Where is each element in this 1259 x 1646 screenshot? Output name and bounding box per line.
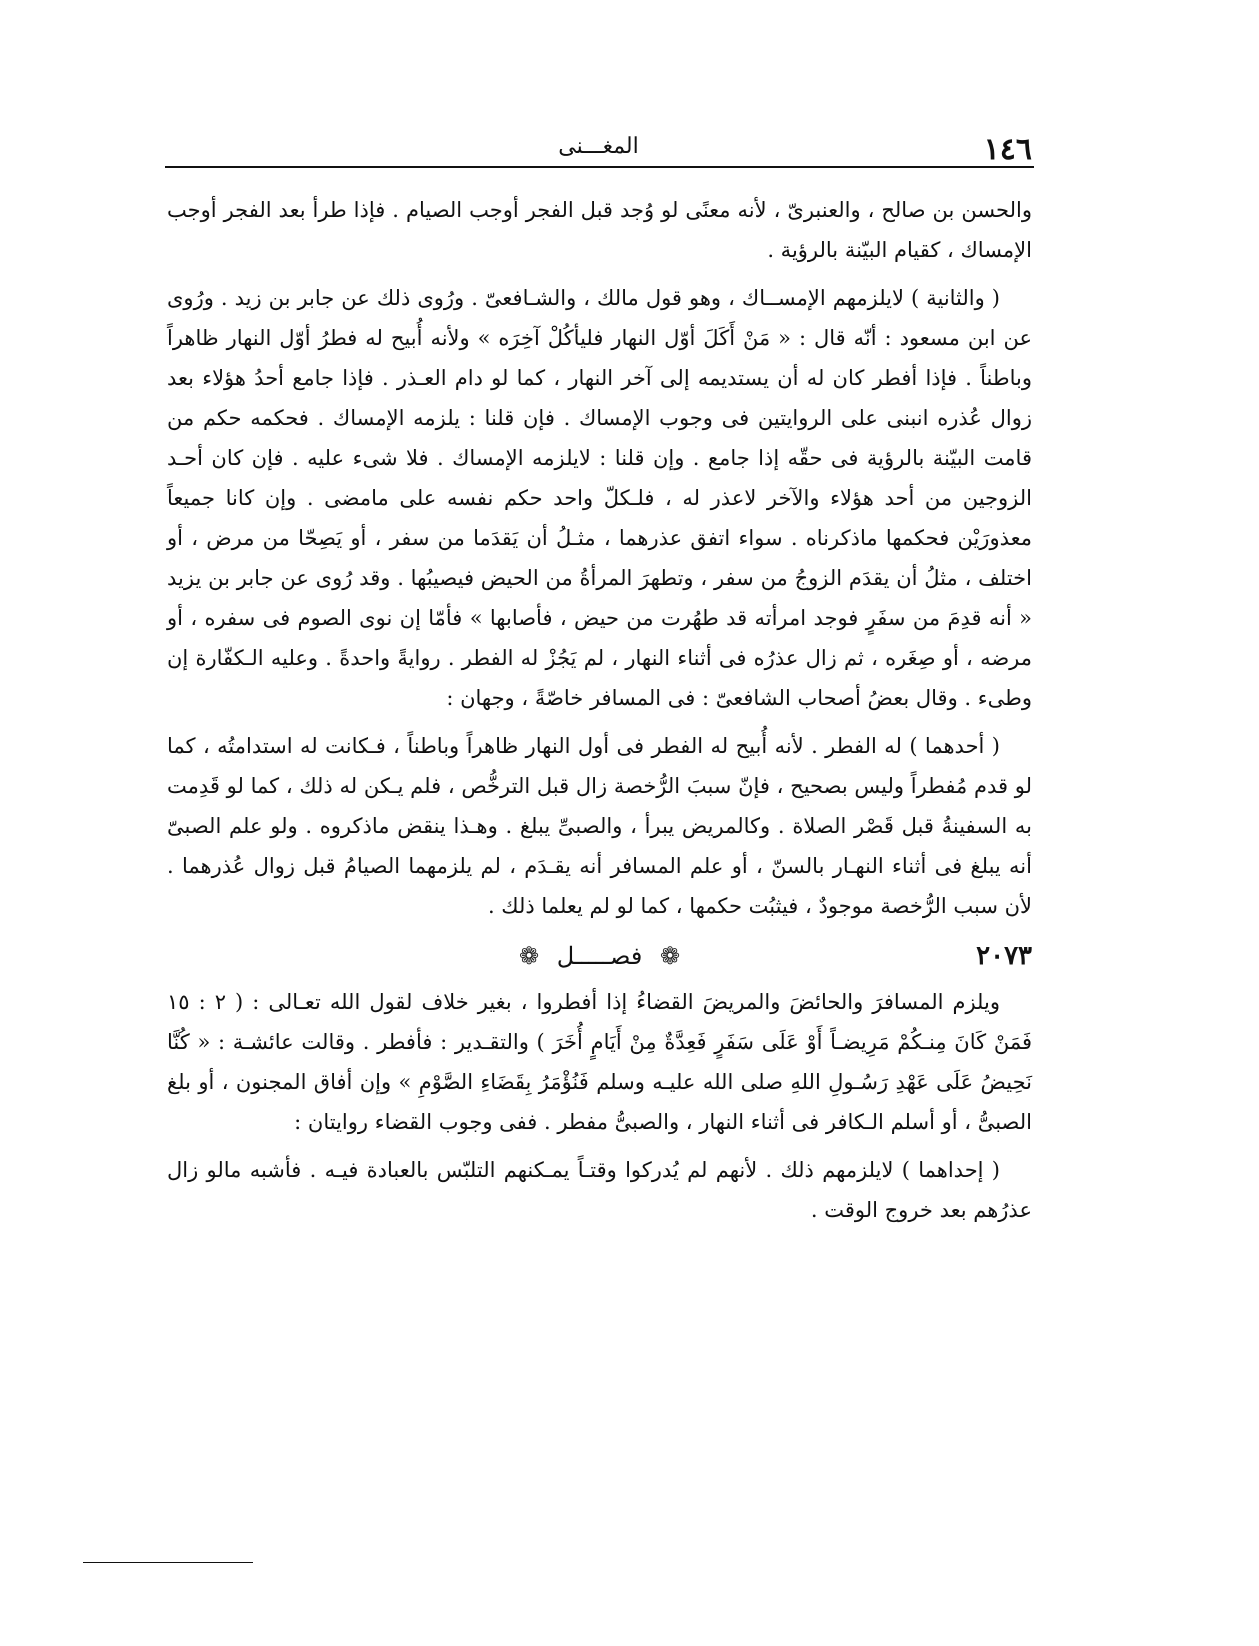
paragraph-4: ويلزم المسافرَ والحائضَ والمريضَ القضاءُ إذا أفطروا ، بغير خلاف لقول الله تعـالى : ( ٢ : ١٥ فَمَنْ كَانَ مِنـكُمْ مَرِيضـاً أَوْ عَلَى سَفَرٍ فَعِدَّةٌ مِنْ أَيَامٍ أُخَرَ ) والتقـدير : فأفطر . وقالت عائشـة : « كُنَّا نَحِيضُ عَلَى عَهْدِ رَسُـولِ اللهِ صلى الله عليـه وسلم فَنُؤْمَرُ بِقَضَاءِ الصَّوْمِ » وإن أفاق المجنون ، أو بلغ الصبىُّ ، أو أسلم الـكافر فى أثناء النهار ، والصبىُّ مفطر . ففى وجوب القضاء روايتان : — [167, 990, 1033, 1134]
paragraph-1: والحسن بن صالح ، والعنبرىّ ، لأنه معنًى لو وُجد قبل الفجر أوجب الصيام . فإذا طرأ بعد الفجر أوجب الإمساك ، كقيام البيّنة بالرؤية . — [167, 198, 1032, 262]
page-number: ١٤٦ — [983, 132, 1032, 167]
footnote-rule — [83, 1562, 253, 1563]
ornament-left-icon: ❁ — [518, 942, 540, 970]
page-body — [167, 190, 1032, 1238]
running-title: المغـــنى — [558, 134, 639, 159]
section-number: ٢٠٧٣ — [976, 941, 1032, 971]
section-heading — [167, 934, 1032, 978]
paragraph-3: ( أحدهما ) له الفطر . لأنه أُبيح له الفطر فى أول النهار ظاهراً وباطناً ، فـكانت له استدامتُه ، كما لو قدم مُفطراً وليس بصحيح ، فإنّ سببَ الرُّخصة زال قبل الترخُّص ، فلم يـكن له ذلك ، كما لو قَدِمت به السفينةُ قبل قَصْر الصلاة . وكالمريض يبرأ ، والصبىِّ يبلغ . وهـذا ينقض ماذكروه . ولو علم الصبىّ أنه يبلغ فى أثناء النهـار بالسنّ ، أو علم المسافر أنه يقـدَم ، لم يلزمهما الصيامُ قبل زوال عُذرهما . لأن سبب الرُّخصة موجودٌ ، فيثبُت حكمها ، كما لو لم يعلما ذلك . — [167, 734, 1032, 918]
section-title-wrap — [167, 936, 1032, 976]
paragraph-5: ( إحداهما ) لايلزمهم ذلك . لأنهم لم يُدركوا وقتـاً يمـكنهم التلبّس بالعبادة فيـه . فأشبه مالو زال عذرُهم بعد خروج الوقت . — [167, 1158, 1032, 1222]
ornament-right-icon: ❁ — [659, 942, 681, 970]
header-rule — [165, 166, 1034, 168]
paragraph-2: ( والثانية ) لايلزمهم الإمســاك ، وهو قول مالك ، والشـافعىّ . ورُوى ذلك عن جابر بن زيد . ورُوى عن ابن مسعود : أنّه قال : « مَنْ أَكَلَ أوّل النهار فليأكُلْ آخِرَه » ولأنه أُبيح له فطرُ أوّل النهار ظاهراً وباطناً . فإذا أفطر كان له أن يستديمه إلى آخر النهار ، كما لو دام العـذر . فإذا جامع أحدُ هؤلاء بعد زوال عُذره انبنى على الروايتين فى وجوب الإمساك . فإن قلنا : يلزمه الإمساك . فحكمه حكم من قامت البيّنة بالرؤية فى حقّه إذا جامع . وإن قلنا : لايلزمه الإمساك . فلا شىء عليه . فإن كان أحـد الزوجين من أحد هؤلاء والآخر لاعذر له ، فلـكلّ واحد حكم نفسه على مامضى . وإن كانا جميعاً معذورَيْن فحكمها ماذكرناه . سواء اتفق عذرهما ، مثـلُ أن يَقدَما من سفر ، أو يَصِحّا من مرض ، أو اختلف ، مثلُ أن يقدَم الزوجُ من سفر ، وتطهرَ المرأةُ من الحيض فيصيبُها . وقد رُوى عن جابر بن يزيد « أنه قدِمَ من سفَرٍ فوجد امرأته قد طهُرت من حيض ، فأصابها » فأمّا إن نوى الصوم فى سفره ، أو مرضه ، أو صِغَره ، ثم زال عذرُه فى أثناء النهار ، لم يَجُزْ له الفطر . روايةً واحدةً . وعليه الـكفّارة إن وطىء . وقال بعضُ أصحاب الشافعىّ : فى المسافر خاصّةً ، وجهان : — [167, 286, 1032, 710]
section-title: فصـــــل — [556, 942, 643, 970]
